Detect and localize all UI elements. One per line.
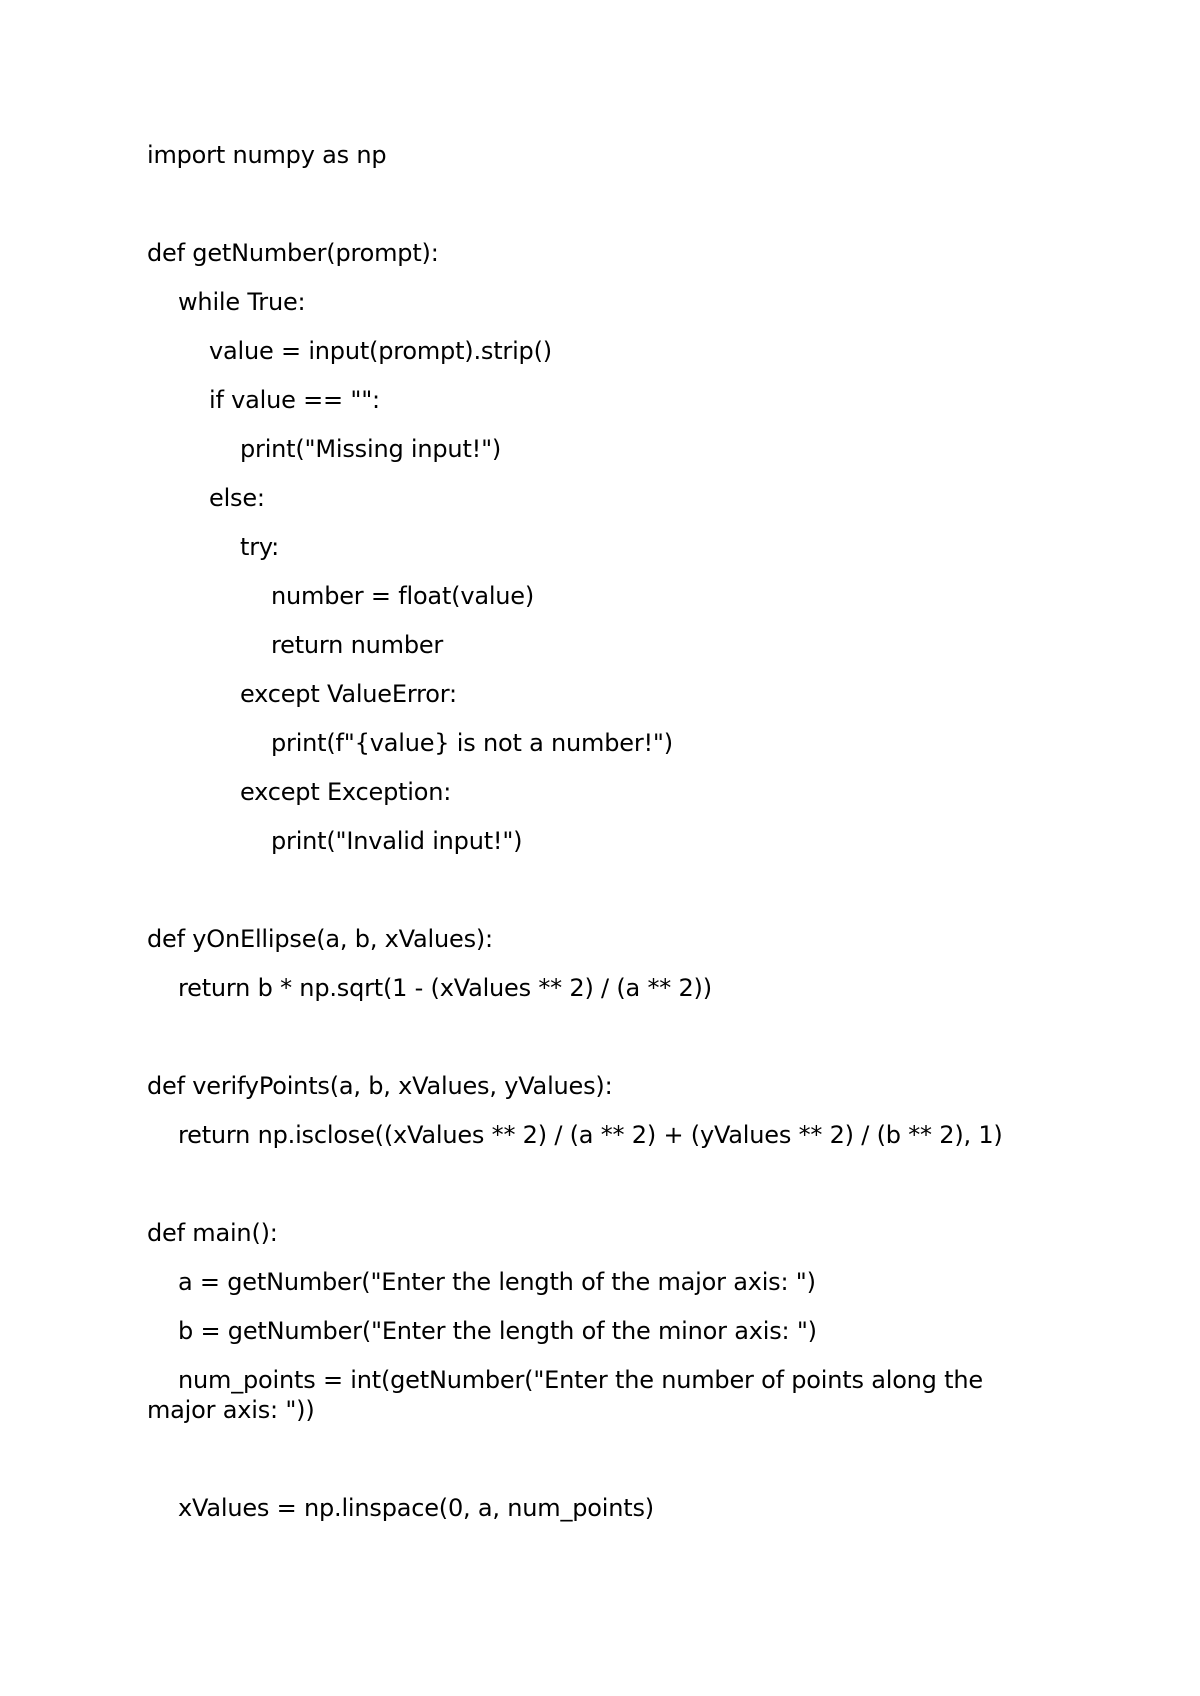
code-line-if-empty: if value == "": <box>209 386 380 414</box>
code-line-print-missing: print("Missing input!") <box>240 435 502 463</box>
code-line-except-valueerror: except ValueError: <box>240 680 457 708</box>
blank-line <box>147 1022 1047 1071</box>
code-line-num-points <box>147 1365 1027 1425</box>
code-line-return-sqrt: return b * np.sqrt(1 - (xValues ** 2) / (a ** 2)) <box>178 974 712 1002</box>
code-line-import: import numpy as np <box>147 141 387 169</box>
code-line-xvalues-linspace: xValues = np.linspace(0, a, num_points) <box>178 1494 654 1522</box>
blank-line <box>147 1444 1047 1493</box>
code-listing <box>147 140 1047 1542</box>
code-line-num-points-text: num_points = int(getNumber("Enter the number of points along the major axis: ")) <box>147 1366 983 1424</box>
code-line-try: try: <box>240 533 280 561</box>
code-line-while: while True: <box>178 288 306 316</box>
code-line-else: else: <box>209 484 265 512</box>
code-line-value-input: value = input(prompt).strip() <box>209 337 552 365</box>
code-line-def-yonellipse: def yOnEllipse(a, b, xValues): <box>147 925 493 953</box>
code-line-def-getnumber: def getNumber(prompt): <box>147 239 439 267</box>
code-line-except-exception: except Exception: <box>240 778 452 806</box>
code-line-print-not-number: print(f"{value} is not a number!") <box>271 729 673 757</box>
blank-line <box>147 1169 1047 1218</box>
code-line-a-getnumber: a = getNumber("Enter the length of the major axis: ") <box>178 1268 816 1296</box>
code-line-number-float: number = float(value) <box>271 582 535 610</box>
code-line-def-main: def main(): <box>147 1219 278 1247</box>
code-line-def-verifypoints: def verifyPoints(a, b, xValues, yValues): <box>147 1072 613 1100</box>
code-line-return-number: return number <box>271 631 444 659</box>
code-line-return-isclose: return np.isclose((xValues ** 2) / (a ** 2) + (yValues ** 2) / (b ** 2), 1) <box>178 1121 1003 1149</box>
blank-line <box>147 189 1047 238</box>
code-line-print-invalid: print("Invalid input!") <box>271 827 523 855</box>
blank-line <box>147 875 1047 924</box>
code-line-b-getnumber: b = getNumber("Enter the length of the minor axis: ") <box>178 1317 817 1345</box>
